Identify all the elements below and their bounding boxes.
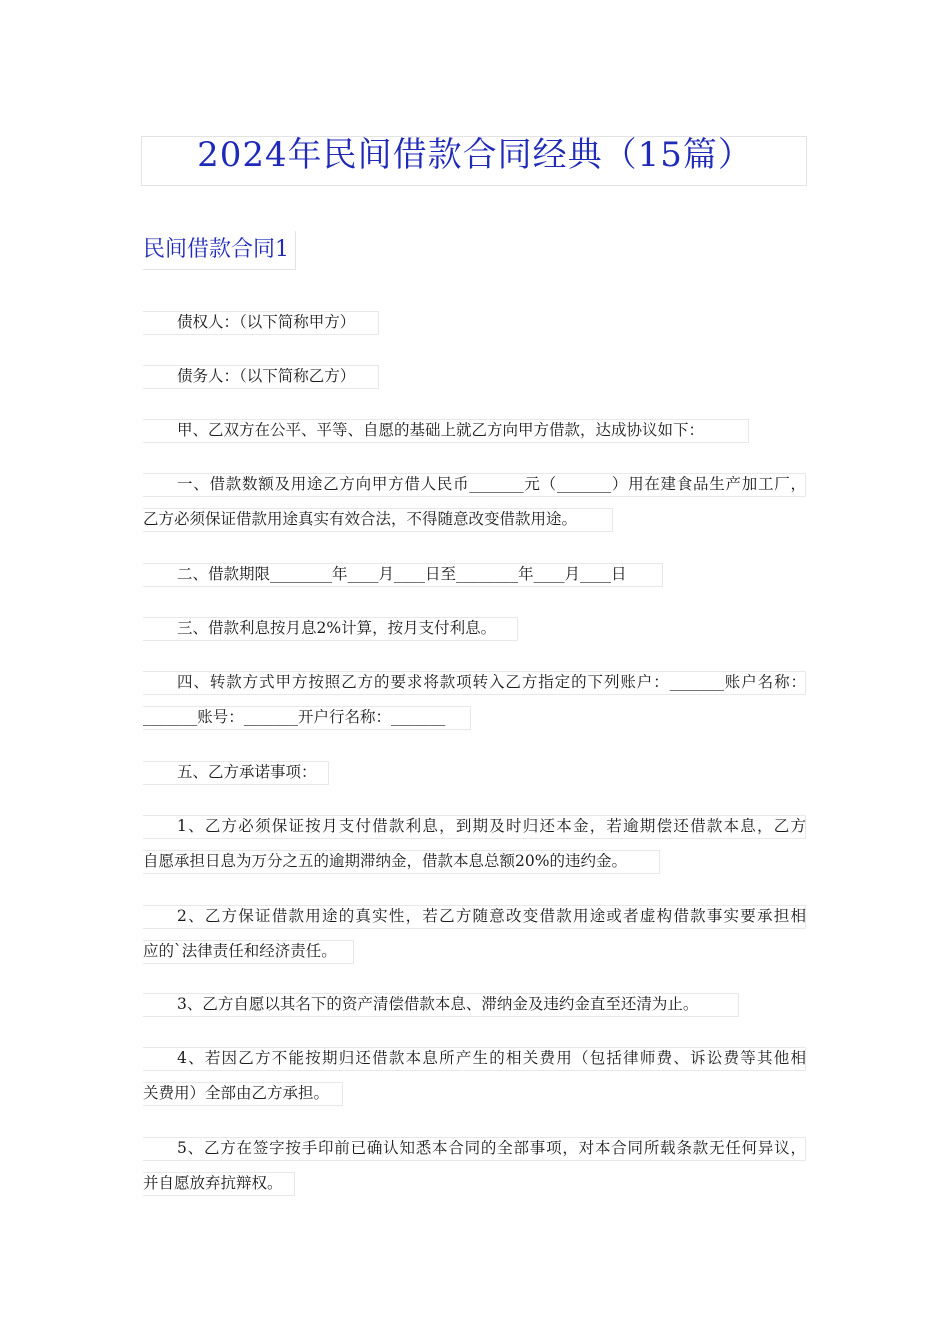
- paragraph-clause-3: [143, 611, 806, 646]
- paragraph-line: 乙方必须保证借款用途真实有效合法，不得随意改变借款用途。: [143, 502, 806, 537]
- paragraph-item-3: [143, 987, 806, 1022]
- document-title: 2024年民间借款合同经典（15篇）: [197, 135, 753, 175]
- paragraph-line: 3、乙方自愿以其名下的资产清偿借款本息、滞纳金及违约金直至还清为止。: [143, 987, 806, 1022]
- paragraph-line: 关费用）全部由乙方承担。: [143, 1076, 806, 1111]
- paragraph-item-4: [143, 1041, 806, 1111]
- paragraph-creditor: [143, 305, 806, 340]
- paragraph-item-5: [143, 1131, 806, 1201]
- paragraph-line: 5、乙方在签字按手印前已确认知悉本合同的全部事项，对本合同所载条款无任何异议，: [143, 1131, 806, 1166]
- paragraph-debtor: [143, 359, 806, 394]
- paragraph-line: _______账号：_______开户行名称：_______: [143, 700, 806, 735]
- paragraph-line: 1、乙方必须保证按月支付借款利息，到期及时归还本金，若逾期偿还借款本息，乙方: [143, 809, 806, 844]
- paragraph-item-1: [143, 809, 806, 879]
- paragraph-clause-1: [143, 467, 806, 537]
- paragraph-line: 4、若因乙方不能按期归还借款本息所产生的相关费用（包括律师费、诉讼费等其他相: [143, 1041, 806, 1076]
- paragraph-clause-4: [143, 665, 806, 735]
- paragraph-agreement: [143, 413, 806, 448]
- section-heading: 民间借款合同1: [143, 231, 296, 270]
- paragraph-line: 2、乙方保证借款用途的真实性，若乙方随意改变借款用途或者虚构借款事实要承担相: [143, 899, 806, 934]
- paragraph-line: 债权人：（以下简称甲方）: [143, 305, 806, 340]
- paragraph-clause-5: [143, 755, 806, 790]
- paragraph-line: 一、借款数额及用途乙方向甲方借人民币_______元（_______）用在建食品生产加工厂，: [143, 467, 806, 502]
- paragraph-item-2: [143, 899, 806, 969]
- paragraph-line: 四、转款方式甲方按照乙方的要求将款项转入乙方指定的下列账户：_______账户名称：: [143, 665, 806, 700]
- paragraph-line: 应的`法律责任和经济责任。: [143, 934, 806, 969]
- paragraph-line: 三、借款利息按月息2%计算，按月支付利息。: [143, 611, 806, 646]
- paragraph-line: 债务人：（以下简称乙方）: [143, 359, 806, 394]
- paragraph-line: 二、借款期限________年____月____日至________年____月____日: [143, 557, 806, 592]
- paragraph-line: 甲、乙双方在公平、平等、自愿的基础上就乙方向甲方借款，达成协议如下：: [143, 413, 806, 448]
- paragraph-line: 并自愿放弃抗辩权。: [143, 1166, 806, 1201]
- paragraph-line: 自愿承担日息为万分之五的逾期滞纳金，借款本息总额20%的违约金。: [143, 844, 806, 879]
- paragraph-clause-2: [143, 557, 806, 592]
- paragraph-line: 五、乙方承诺事项：: [143, 755, 806, 790]
